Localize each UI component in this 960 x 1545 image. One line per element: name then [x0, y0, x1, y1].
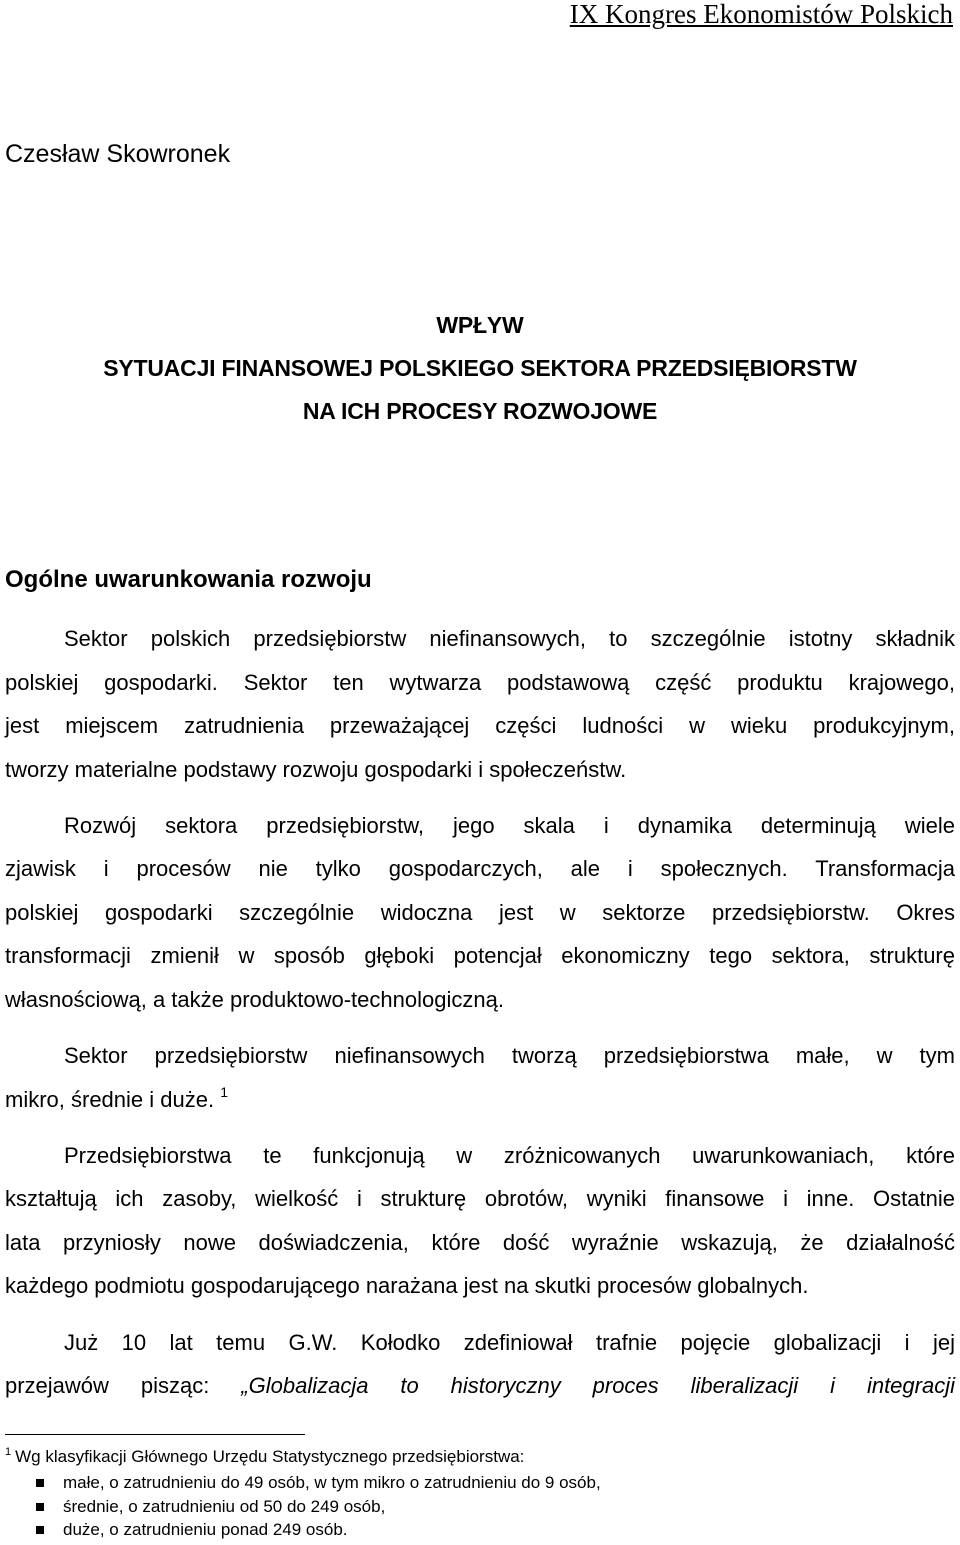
body-line-with-footnote — [5, 1084, 955, 1113]
footnote-list-item-text: duże, o zatrudnieniu ponad 249 osób. — [63, 1520, 348, 1539]
body-line: kształtują ich zasoby, wielkość i strukturę obrotów, wyniki finansowe i inne. Ostatnie — [5, 1186, 955, 1211]
body-line: Rozwój sektora przedsiębiorstw, jego skala i dynamika determinują wiele — [64, 813, 955, 838]
body-line: Przedsiębiorstwa te funkcjonują w zróżnicowanych uwarunkowaniach, które — [64, 1143, 955, 1168]
body-line: własnościową, a także produktowo-technologiczną. — [5, 987, 504, 1012]
footnote-separator — [5, 1434, 305, 1435]
body-line: Już 10 lat temu G.W. Kołodko zdefiniował trafnie pojęcie globalizacji i jej — [64, 1330, 955, 1355]
body-line: lata przyniosły nowe doświadczenia, które dość wyraźnie wskazują, że działalność — [5, 1230, 955, 1255]
footnote-text-line — [5, 1447, 524, 1467]
body-line-with-quote — [5, 1373, 955, 1399]
body-line: zjawisk i procesów nie tylko gospodarczych, ale i społecznych. Transformacja — [5, 856, 955, 881]
body-line: polskiej gospodarki szczególnie widoczna jest w sektorze przedsiębiorstw. Okres — [5, 900, 955, 925]
title-line-2: SYTUACJI FINANSOWEJ POLSKIEGO SEKTORA PRZEDSIĘBIORSTW — [103, 355, 857, 381]
body-line: Sektor przedsiębiorstw niefinansowych tworzą przedsiębiorstwa małe, w tym — [64, 1043, 955, 1068]
square-bullet-icon — [36, 1479, 44, 1487]
running-header[interactable]: IX Kongres Ekonomistów Polskich — [569, 0, 953, 29]
footnote-number: 1 — [5, 1446, 12, 1458]
title-line-3: NA ICH PROCESY ROZWOJOWE — [302, 398, 658, 424]
body-line: tworzy materialne podstawy rozwoju gospodarki i społeczeństw. — [5, 757, 627, 782]
body-line: jest miejscem zatrudnienia przeważającej części ludności w wieku produkcyjnym, — [5, 713, 955, 738]
footnote-list-item-text: małe, o zatrudnieniu do 49 osób, w tym mikro o zatrudnieniu do 9 osób, — [63, 1473, 601, 1492]
square-bullet-icon — [36, 1526, 44, 1534]
title-line-1: WPŁYW — [436, 312, 524, 338]
body-line: każdego podmiotu gospodarującego narażana jest na skutki procesów globalnych. — [5, 1273, 809, 1298]
author-name: Czesław Skowronek — [5, 140, 231, 168]
section-heading: Ogólne uwarunkowania rozwoju — [5, 566, 372, 593]
body-text: przejawów pisząc: — [5, 1373, 242, 1398]
footnote-text: Wg klasyfikacji Głównego Urzędu Statystycznego przedsiębiorstwa: — [15, 1447, 525, 1466]
footnote-list-item-text: średnie, o zatrudnieniu od 50 do 249 osób, — [63, 1497, 386, 1516]
quoted-text: „Globalizacja to historyczny proces liberalizacji i integracji — [241, 1373, 955, 1398]
body-line: transformacji zmienił w sposób głęboki potencjał ekonomiczny tego sektora, strukturę — [5, 943, 955, 968]
square-bullet-icon — [36, 1503, 44, 1511]
body-text: mikro, średnie i duże. — [5, 1087, 215, 1112]
footnote-reference[interactable]: 1 — [220, 1084, 229, 1100]
body-line: polskiej gospodarki. Sektor ten wytwarza podstawową część produktu krajowego, — [5, 670, 955, 695]
body-line: Sektor polskich przedsiębiorstw niefinansowych, to szczególnie istotny składnik — [64, 626, 955, 651]
